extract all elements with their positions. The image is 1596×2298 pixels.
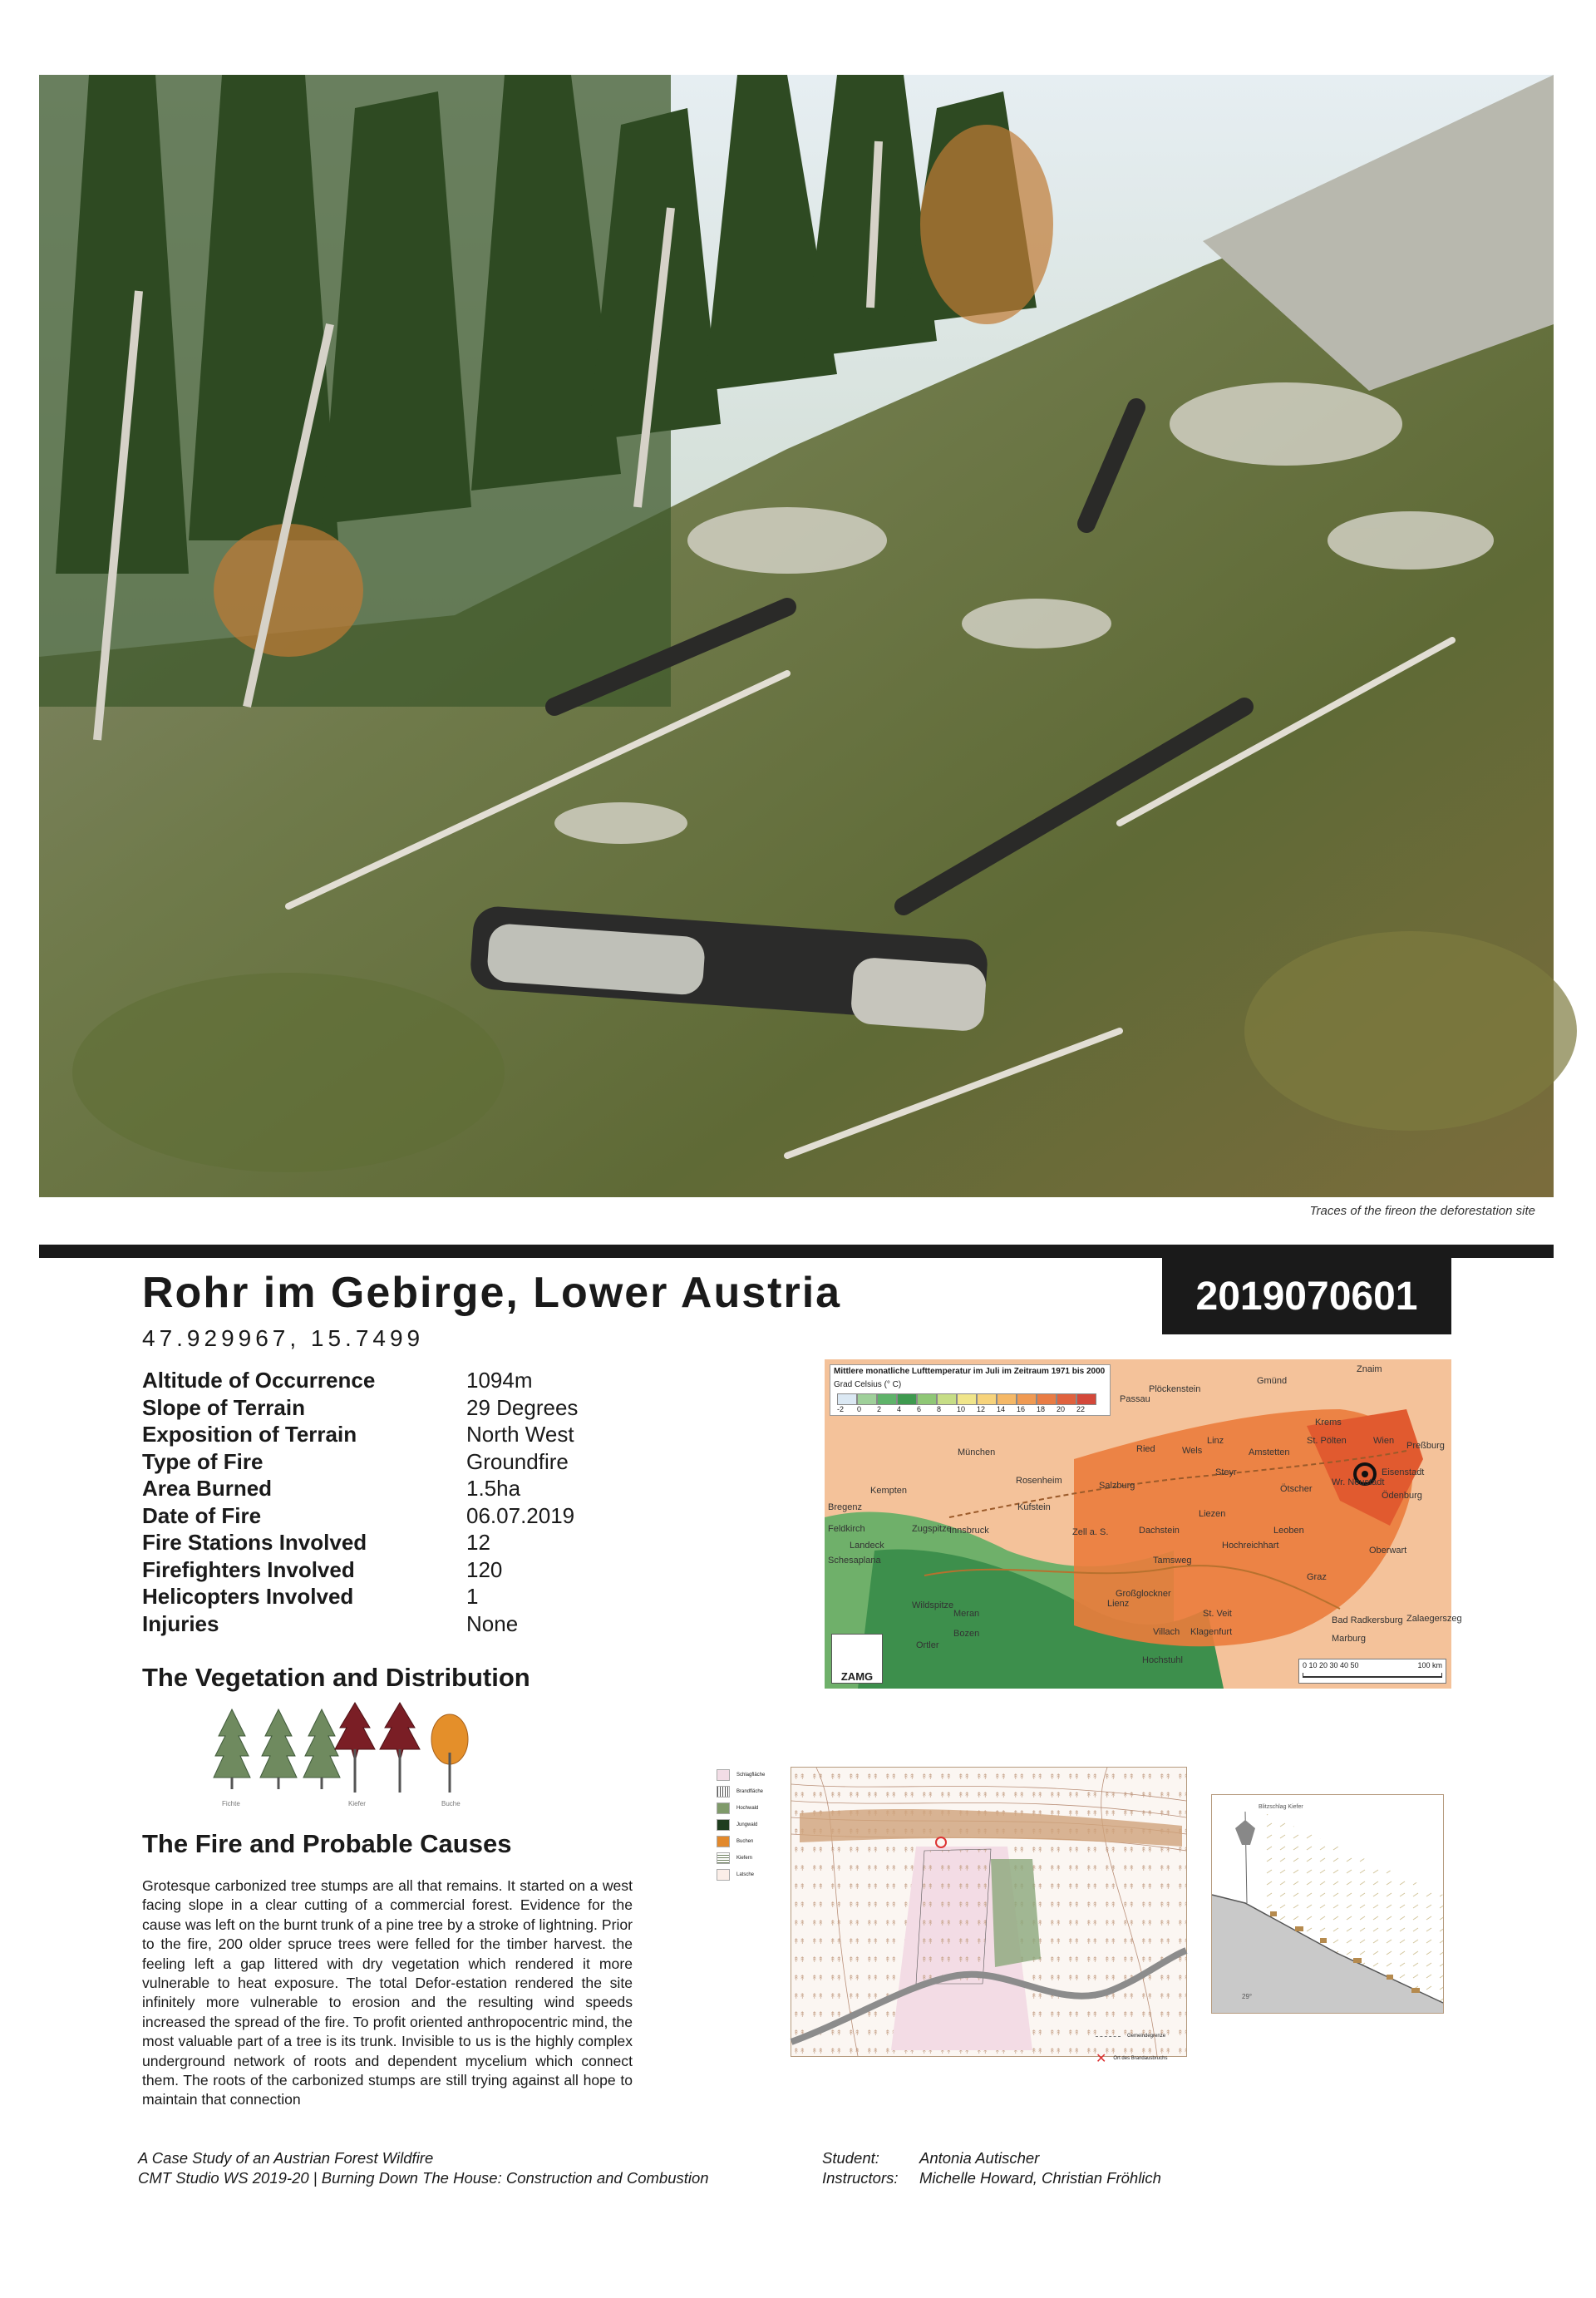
map-city-label: Hochreichhart <box>1222 1541 1279 1551</box>
fact-row <box>142 1368 608 1395</box>
tree-icons <box>212 1703 478 1807</box>
scale-label: 0 <box>857 1405 862 1413</box>
slope-section <box>1211 1794 1444 2014</box>
plan-legend-label: Buchen <box>736 1839 754 1844</box>
scale-label: 6 <box>917 1405 922 1413</box>
fact-value: 06.07.2019 <box>466 1502 575 1528</box>
fact-value: 12 <box>466 1530 490 1555</box>
map-city-label: Linz <box>1207 1436 1224 1446</box>
scale-swatch <box>837 1393 857 1405</box>
fact-row <box>142 1503 608 1531</box>
map-city-label: Marburg <box>1332 1634 1366 1644</box>
plan-legend-label: Latsche <box>736 1872 755 1877</box>
causes-text: Grotesque carbonized tree stumps are all that remains. It started on a west facing slope in a clear cutting of a commercial forest. Evidence for the cause was left on the burnt trunk of a pine tree by a stroke of lightning. Prior to the fire, 200 older spruce trees were felled for the timber harvest. the feeling left a gap littered with dry vegetation which rendered it more vulnerable to heat exposure. The total Defor-estation rendered the site infinitely more vulnerable to erosion and the resulting wind speeds increased the spread of the fire. To profit oriented anthropocentric mind, the most valuable part of a tree is its trunk. Invisible to us is the highly complex underground network of roots and dependent mycelium which connect them. The roots of the carbonized stumps are still trying against all hope to maintain that connection <box>142 1877 633 2108</box>
scale-swatch <box>897 1393 917 1405</box>
fact-value: 29 Degrees <box>466 1394 579 1420</box>
map-city-label: Graz <box>1307 1572 1327 1582</box>
ignition-cross-icon: ✕ <box>1096 2052 1107 2066</box>
fact-label: Slope of Terrain <box>142 1394 305 1420</box>
map-city-label: Meran <box>953 1609 980 1619</box>
map-city-label: Plöckenstein <box>1149 1384 1201 1394</box>
scale-label: 20 <box>1057 1405 1066 1413</box>
fact-row <box>142 1557 608 1585</box>
scale-swatch <box>1037 1393 1057 1405</box>
map-legend <box>830 1364 1111 1416</box>
pine-icon <box>335 1703 420 1793</box>
scale-swatch <box>877 1393 897 1405</box>
map-city-label: Dachstein <box>1139 1526 1180 1536</box>
divider-bar <box>39 1245 1554 1258</box>
fact-row <box>142 1584 608 1611</box>
scale-label: 14 <box>997 1405 1006 1413</box>
scale-label: 4 <box>897 1405 902 1413</box>
map-legend-title: Mittlere monatliche Lufttemperatur im Juli im Zeitraum 1971 bis 2000 <box>834 1367 1106 1376</box>
instructors-names: Michelle Howard, Christian Fröhlich <box>919 2169 1161 2187</box>
map-scale-bar <box>1298 1659 1446 1684</box>
map-city-label: Znaim <box>1357 1364 1382 1374</box>
km-unit: 100 km <box>1417 1661 1442 1669</box>
scale-swatch <box>977 1393 997 1405</box>
map-city-label: Ried <box>1136 1444 1155 1454</box>
zamg-logo: ZAMG <box>831 1634 883 1684</box>
page-title: Rohr im Gebirge, Lower Austria <box>142 1269 842 1317</box>
section-angle: 29° <box>1242 1993 1253 2000</box>
site-plan-drawing <box>791 1768 1186 2056</box>
plan-foot-legend <box>1096 2034 1195 2092</box>
map-city-label: Amstetten <box>1249 1447 1290 1457</box>
map-city-label: Leoben <box>1273 1526 1304 1536</box>
footer-credits <box>822 2148 1161 2188</box>
plan-foot-label: Gemeindegrenze <box>1127 2034 1166 2039</box>
causes-heading: The Fire and Probable Causes <box>142 1829 512 1858</box>
fact-label: Area Burned <box>142 1476 273 1501</box>
record-id-badge: 2019070601 <box>1162 1258 1451 1334</box>
map-city-label: Kempten <box>870 1486 908 1496</box>
map-city-label: Zalaegerszeg <box>1406 1614 1462 1624</box>
photo-caption: Traces of the fireon the deforestation site <box>1309 1204 1535 1218</box>
map-city-label: Landeck <box>850 1541 884 1551</box>
fact-row <box>142 1530 608 1557</box>
map-city-label: St. Pölten <box>1307 1436 1347 1446</box>
student-name: Antonia Autischer <box>919 2149 1040 2167</box>
scale-label: 8 <box>937 1405 942 1413</box>
fact-row <box>142 1449 608 1477</box>
map-city-label: Passau <box>1120 1394 1150 1404</box>
scale-label: -2 <box>837 1405 845 1413</box>
temperature-map <box>825 1359 1462 1689</box>
map-city-label: Ötscher <box>1280 1484 1313 1494</box>
fact-row <box>142 1611 608 1639</box>
fact-value: 1 <box>466 1584 479 1609</box>
scale-swatch <box>1057 1393 1076 1405</box>
map-city-label: Wien <box>1373 1436 1395 1446</box>
map-city-label: Schesaplana <box>828 1556 881 1566</box>
scale-swatch <box>857 1393 877 1405</box>
fact-label: Type of Fire <box>142 1448 264 1474</box>
map-city-label: St. Veit <box>1203 1609 1232 1619</box>
map-city-label: Bozen <box>953 1629 980 1639</box>
map-city-label: Rosenheim <box>1016 1476 1062 1486</box>
plan-legend-label: Hochwald <box>736 1806 759 1811</box>
fact-row <box>142 1476 608 1503</box>
scale-swatch <box>917 1393 937 1405</box>
fact-value: None <box>466 1610 519 1636</box>
map-city-label: Wildspitze <box>912 1600 954 1610</box>
map-city-label: Oberwart <box>1369 1546 1407 1556</box>
map-city-label: München <box>958 1447 996 1457</box>
map-color-scale <box>837 1393 1110 1405</box>
scale-label: 18 <box>1037 1405 1046 1413</box>
fact-label: Injuries <box>142 1610 219 1636</box>
map-city-label: Gmünd <box>1257 1376 1288 1386</box>
plan-legend-label: Jungwald <box>736 1822 758 1827</box>
map-city-label: Klagenfurt <box>1190 1627 1233 1637</box>
map-city-label: Großglockner <box>1116 1589 1171 1599</box>
map-scale-labels <box>837 1405 1110 1413</box>
fact-value: North West <box>466 1422 574 1447</box>
map-city-label: Steyr <box>1215 1467 1237 1477</box>
spruce-icon <box>214 1709 340 1789</box>
fact-row <box>142 1422 608 1449</box>
km-ticks: 0 10 20 30 40 50 <box>1303 1661 1359 1669</box>
scale-label: 16 <box>1017 1405 1026 1413</box>
facts-table <box>142 1368 608 1638</box>
site-plan <box>791 1767 1187 2057</box>
coordinates: 47.929967, 15.7499 <box>142 1325 425 1351</box>
tree-label-beech: Buche <box>441 1800 461 1807</box>
map-city-label: Wels <box>1182 1446 1203 1456</box>
map-city-label: Kufstein <box>1017 1502 1051 1512</box>
scale-label: 12 <box>977 1405 986 1413</box>
beech-icon <box>431 1714 468 1793</box>
map-city-label: Liezen <box>1199 1509 1226 1519</box>
map-city-label: Ödenburg <box>1382 1491 1422 1501</box>
scale-swatch <box>997 1393 1017 1405</box>
student-label: Student: <box>822 2149 879 2167</box>
scale-swatch <box>957 1393 977 1405</box>
hero-photo <box>39 75 1554 1197</box>
fact-value: 1094m <box>466 1368 533 1393</box>
section-label: Blitzschlag Kiefer <box>1259 1804 1303 1810</box>
map-city-label: Wr. Neustadt <box>1332 1477 1385 1487</box>
map-city-label: Eisenstadt <box>1382 1467 1425 1477</box>
fact-value: 120 <box>466 1556 503 1582</box>
footer-course <box>138 2148 709 2188</box>
fact-label: Exposition of Terrain <box>142 1422 357 1447</box>
map-city-label: Bad Radkersburg <box>1332 1615 1403 1625</box>
plan-legend <box>717 1769 791 1886</box>
fact-row <box>142 1395 608 1423</box>
scale-swatch <box>1076 1393 1096 1405</box>
slope-section-drawing <box>1212 1795 1443 2013</box>
map-legend-unit: Grad Celsius (° C) <box>834 1380 902 1389</box>
plan-legend-label: Schlagfläche <box>736 1773 766 1778</box>
map-city-label: Feldkirch <box>828 1524 865 1534</box>
map-city-label: Villach <box>1153 1627 1180 1637</box>
map-city-label: Ortler <box>916 1640 939 1650</box>
fact-label: Altitude of Occurrence <box>142 1368 376 1393</box>
map-city-label: Zell a. S. <box>1072 1527 1109 1537</box>
map-city-label: Krems <box>1315 1418 1342 1428</box>
map-city-label: Tamsweg <box>1153 1556 1192 1566</box>
instructors-label: Instructors: <box>822 2169 899 2187</box>
fact-value: Groundfire <box>466 1448 569 1474</box>
map-city-label: Innsbruck <box>949 1526 989 1536</box>
footer-course-title: A Case Study of an Austrian Forest Wildfire <box>138 2149 434 2167</box>
scale-swatch <box>1017 1393 1037 1405</box>
fact-label: Firefighters Involved <box>142 1556 355 1582</box>
scale-swatch <box>937 1393 957 1405</box>
scale-label: 10 <box>957 1405 966 1413</box>
tree-label-spruce: Fichte <box>222 1800 240 1807</box>
map-city-label: Preßburg <box>1406 1441 1445 1451</box>
plan-legend-label: Brandfläche <box>736 1789 764 1794</box>
tree-label-pine: Kiefer <box>348 1800 366 1807</box>
fact-label: Helicopters Involved <box>142 1584 354 1609</box>
fact-label: Date of Fire <box>142 1502 262 1528</box>
plan-foot-label: Ort des Brandausbruchs <box>1113 2056 1168 2061</box>
forest-slope-illustration <box>39 75 1554 1197</box>
footer-course-studio: CMT Studio WS 2019-20 | Burning Down The House: Construction and Combustion <box>138 2169 709 2187</box>
map-city-label: Lienz <box>1107 1599 1130 1609</box>
scale-label: 22 <box>1076 1405 1086 1413</box>
fact-label: Fire Stations Involved <box>142 1530 367 1555</box>
map-city-label: Zugspitze <box>912 1524 952 1534</box>
plan-legend-label: Kiefern <box>736 1856 753 1861</box>
map-city-label: Hochstuhl <box>1142 1655 1183 1665</box>
map-city-label: Salzburg <box>1099 1481 1135 1491</box>
vegetation-heading: The Vegetation and Distribution <box>142 1663 530 1692</box>
map-city-label: Bregenz <box>828 1502 862 1512</box>
fact-value: 1.5ha <box>466 1476 521 1501</box>
scale-label: 2 <box>877 1405 882 1413</box>
